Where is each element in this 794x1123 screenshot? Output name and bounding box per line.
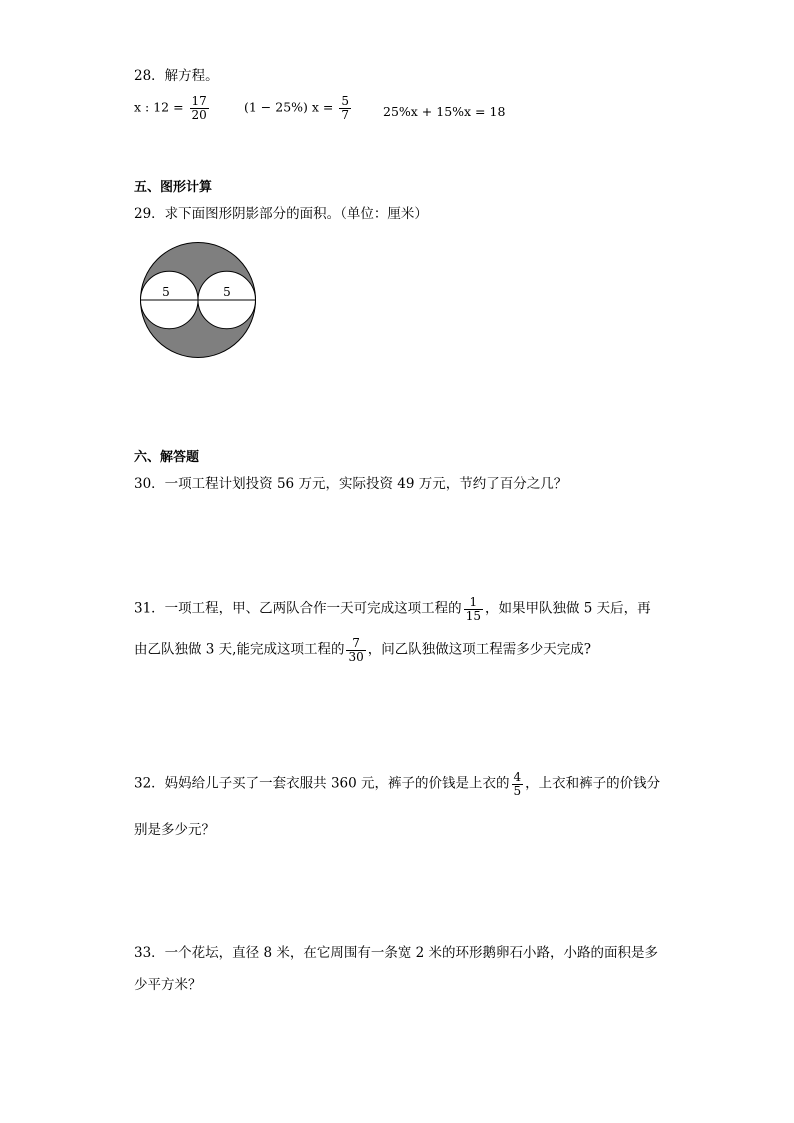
q28-equation-2 — [244, 95, 353, 121]
q31-line-1-b: ，如果甲队独做 5 天后，再 — [484, 600, 651, 617]
q33-line-2: 少平方米？ — [134, 977, 202, 993]
q32-frac-den: 5 — [513, 783, 522, 798]
q29-title: 29．求下面图形阴影部分的面积。（单位：厘米） — [134, 206, 428, 222]
q32-frac-num: 4 — [513, 770, 522, 784]
eq2-fraction — [339, 95, 351, 121]
q31-frac2-num: 7 — [352, 636, 360, 650]
q28-equation-3: 25%x + 15%x = 18 — [383, 104, 506, 119]
q31-line-1-a: 31．一项工程，甲、乙两队合作一天可完成这项工程的 — [134, 600, 462, 617]
eq1-prefix: x : 12 = — [134, 99, 184, 115]
q33-line-1: 33．一个花坛，直径 8 米，在它周围有一条宽 2 米的环形鹅卵石小路，小路的面积是多 — [134, 945, 659, 961]
q32-line-1-b: ，上衣和裤子的价钱分 — [525, 775, 661, 792]
q31-fraction-2 — [346, 637, 365, 663]
eq1-fraction — [190, 95, 209, 121]
q28-title: 28．解方程。 — [134, 68, 219, 84]
eq2-denominator: 7 — [341, 107, 350, 122]
q31-fraction-1 — [464, 596, 483, 622]
q31-frac2-den: 30 — [348, 649, 364, 664]
q32-fraction — [512, 771, 524, 797]
q31-frac1-den: 15 — [465, 608, 481, 623]
q32-line-1 — [134, 771, 660, 797]
section-5-heading: 五、图形计算 — [134, 180, 213, 195]
label-left-5: 5 — [162, 285, 170, 299]
q31-line-2-a: 由乙队独做 3 天,能完成这项工程的 — [134, 641, 345, 658]
eq1-denominator: 20 — [191, 107, 207, 122]
eq1-numerator: 17 — [191, 94, 207, 108]
q30-text: 30．一项工程计划投资 56 万元，实际投资 49 万元，节约了百分之几？ — [134, 476, 568, 492]
q32-line-1-a: 32．妈妈给儿子买了一套衣服共 360 元，裤子的价钱是上衣的 — [134, 775, 510, 792]
q28-equation-1 — [134, 95, 211, 121]
q29-circle-figure — [138, 240, 258, 360]
q31-line-2-b: ，问乙队独做这项工程需多少天完成? — [367, 641, 591, 658]
section-6-heading: 六、解答题 — [134, 450, 200, 465]
q32-line-2: 别是多少元？ — [134, 822, 215, 838]
q31-frac1-num: 1 — [469, 595, 478, 609]
eq2-prefix: (1 − 25%) x = — [244, 99, 334, 115]
label-right-5: 5 — [223, 285, 231, 299]
eq2-numerator: 5 — [341, 94, 350, 108]
q31-line-1 — [134, 596, 651, 622]
q31-line-2 — [134, 637, 591, 663]
